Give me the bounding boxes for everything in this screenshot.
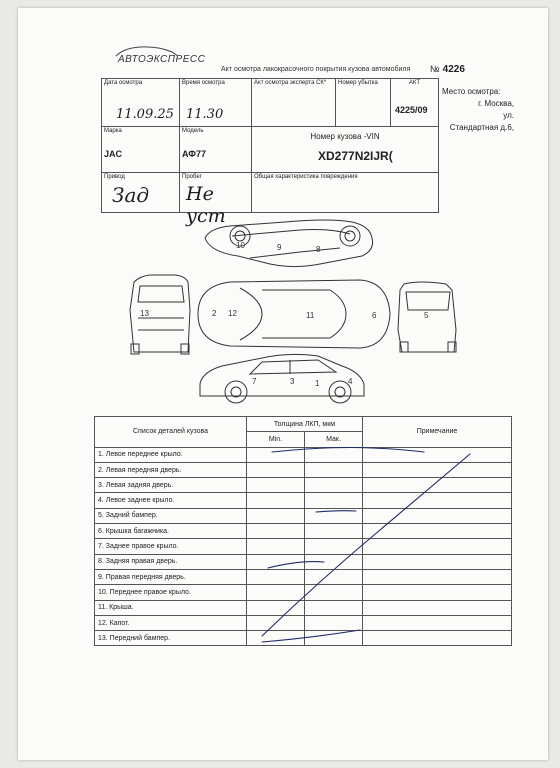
part-number-5: 5	[424, 311, 429, 320]
part-name: 8. Задняя правая дверь.	[95, 554, 247, 569]
table-row	[95, 478, 512, 493]
min-value-cell[interactable]	[247, 447, 305, 462]
part-name: 11. Крыша.	[95, 600, 247, 615]
table-row	[95, 631, 512, 646]
part-name: 7. Заднее правое крыло.	[95, 539, 247, 554]
note-cell[interactable]	[363, 462, 512, 477]
part-name: 5. Задний бампер.	[95, 508, 247, 523]
drive-value: Зад	[112, 183, 150, 207]
part-number-9: 9	[277, 243, 282, 252]
min-value-cell[interactable]	[247, 462, 305, 477]
min-value-cell[interactable]	[247, 569, 305, 584]
min-value-cell[interactable]	[247, 615, 305, 630]
note-cell[interactable]	[363, 447, 512, 462]
note-cell[interactable]	[363, 524, 512, 539]
model-value: АФ77	[182, 149, 206, 159]
part-number-3: 3	[290, 377, 295, 386]
body-parts-table	[94, 416, 512, 646]
part-name: 6. Крышка багажника.	[95, 524, 247, 539]
loss-number-cell: Номер убытка	[336, 79, 391, 127]
parts-column-header: Список деталей кузова	[95, 417, 247, 448]
table-row	[95, 524, 512, 539]
part-number-12: 12	[228, 309, 237, 318]
part-number-4: 4	[348, 377, 353, 386]
inspection-place: Место осмотра: г. Москва, ул. Стандартная д.6,	[442, 87, 514, 132]
min-value-cell[interactable]	[247, 478, 305, 493]
note-cell[interactable]	[363, 554, 512, 569]
model-cell: Модель АФ77	[180, 127, 252, 173]
part-number-11: 11	[306, 311, 315, 320]
part-name: 2. Левая передняя дверь.	[95, 462, 247, 477]
note-cell[interactable]	[363, 478, 512, 493]
table-row	[95, 600, 512, 615]
drive-cell: Привод Зад	[102, 173, 180, 213]
note-cell[interactable]	[363, 569, 512, 584]
act-value: 4225/09	[395, 105, 428, 115]
table-row	[95, 508, 512, 523]
diagram-part-numbers	[140, 241, 429, 388]
max-value-cell[interactable]	[305, 508, 363, 523]
note-column-header: Примечание	[363, 417, 512, 448]
min-value-cell[interactable]	[247, 508, 305, 523]
part-name: 13. Передний бампер.	[95, 631, 247, 646]
thickness-column-header: Толщина ЛКП, мкм	[247, 417, 363, 432]
min-value-cell[interactable]	[247, 524, 305, 539]
part-name: 12. Капот.	[95, 615, 247, 630]
table-row	[95, 585, 512, 600]
vin-value: XD277N2IJR(	[318, 149, 393, 163]
min-value-cell[interactable]	[247, 493, 305, 508]
brand-cell: Марка JAC	[102, 127, 180, 173]
max-value-cell[interactable]	[305, 478, 363, 493]
table-row	[95, 569, 512, 584]
min-value-cell[interactable]	[247, 600, 305, 615]
part-name: 10. Переднее правое крыло.	[95, 585, 247, 600]
part-number-13: 13	[140, 309, 149, 318]
part-name: 1. Левое переднее крыло.	[95, 447, 247, 462]
date-cell: Дата осмотра 11.09.25	[102, 79, 180, 127]
max-value-cell[interactable]	[305, 447, 363, 462]
brand-value: JAC	[104, 149, 123, 159]
part-number-6: 6	[372, 311, 377, 320]
max-value-cell[interactable]	[305, 462, 363, 477]
table-row	[95, 447, 512, 462]
part-number-1: 1	[315, 379, 320, 388]
note-cell[interactable]	[363, 600, 512, 615]
mileage-value: Не уст	[186, 183, 226, 227]
table-row	[95, 493, 512, 508]
note-cell[interactable]	[363, 493, 512, 508]
max-value-cell[interactable]	[305, 569, 363, 584]
note-cell[interactable]	[363, 585, 512, 600]
part-name: 9. Правая передняя дверь.	[95, 569, 247, 584]
note-cell[interactable]	[363, 615, 512, 630]
min-value-cell[interactable]	[247, 631, 305, 646]
part-number-7: 7	[252, 377, 257, 386]
mileage-cell: Пробег Не уст	[180, 173, 252, 213]
table-row	[95, 615, 512, 630]
note-cell[interactable]	[363, 631, 512, 646]
part-number-8: 8	[316, 245, 321, 254]
max-value-cell[interactable]	[305, 631, 363, 646]
max-value-cell[interactable]	[305, 524, 363, 539]
max-value-cell[interactable]	[305, 600, 363, 615]
part-number-10: 10	[236, 241, 245, 250]
max-column-header: Мак.	[305, 432, 363, 447]
min-value-cell[interactable]	[247, 554, 305, 569]
table-row	[95, 462, 512, 477]
vin-cell: Номер кузова -VIN XD277N2IJR(	[252, 127, 439, 173]
part-number-2: 2	[212, 309, 217, 318]
note-cell[interactable]	[363, 539, 512, 554]
max-value-cell[interactable]	[305, 539, 363, 554]
max-value-cell[interactable]	[305, 585, 363, 600]
max-value-cell[interactable]	[305, 493, 363, 508]
part-name: 3. Левая задняя дверь.	[95, 478, 247, 493]
part-name: 4. Левое заднее крыло.	[95, 493, 247, 508]
brand-logo: АВТОЭКСПРЕСС	[118, 54, 206, 65]
min-value-cell[interactable]	[247, 585, 305, 600]
act-title: Акт осмотра лакокрасочного покрытия кузова автомобиля	[221, 66, 411, 73]
table-row	[95, 554, 512, 569]
max-value-cell[interactable]	[305, 554, 363, 569]
note-cell[interactable]	[363, 508, 512, 523]
time-value: 11.30	[186, 107, 224, 122]
max-value-cell[interactable]	[305, 615, 363, 630]
expert-act-cell: Акт осмотра эксперта СК*	[252, 79, 336, 127]
time-cell: Время осмотра 11.30	[180, 79, 252, 127]
act-cell: АКТ 4225/09	[391, 79, 439, 127]
damage-cell: Общая характеристика повреждения	[252, 173, 439, 213]
act-number: № 4226	[430, 64, 465, 75]
min-value-cell[interactable]	[247, 539, 305, 554]
table-row	[95, 539, 512, 554]
min-column-header: Min.	[247, 432, 305, 447]
date-value: 11.09.25	[116, 107, 174, 122]
